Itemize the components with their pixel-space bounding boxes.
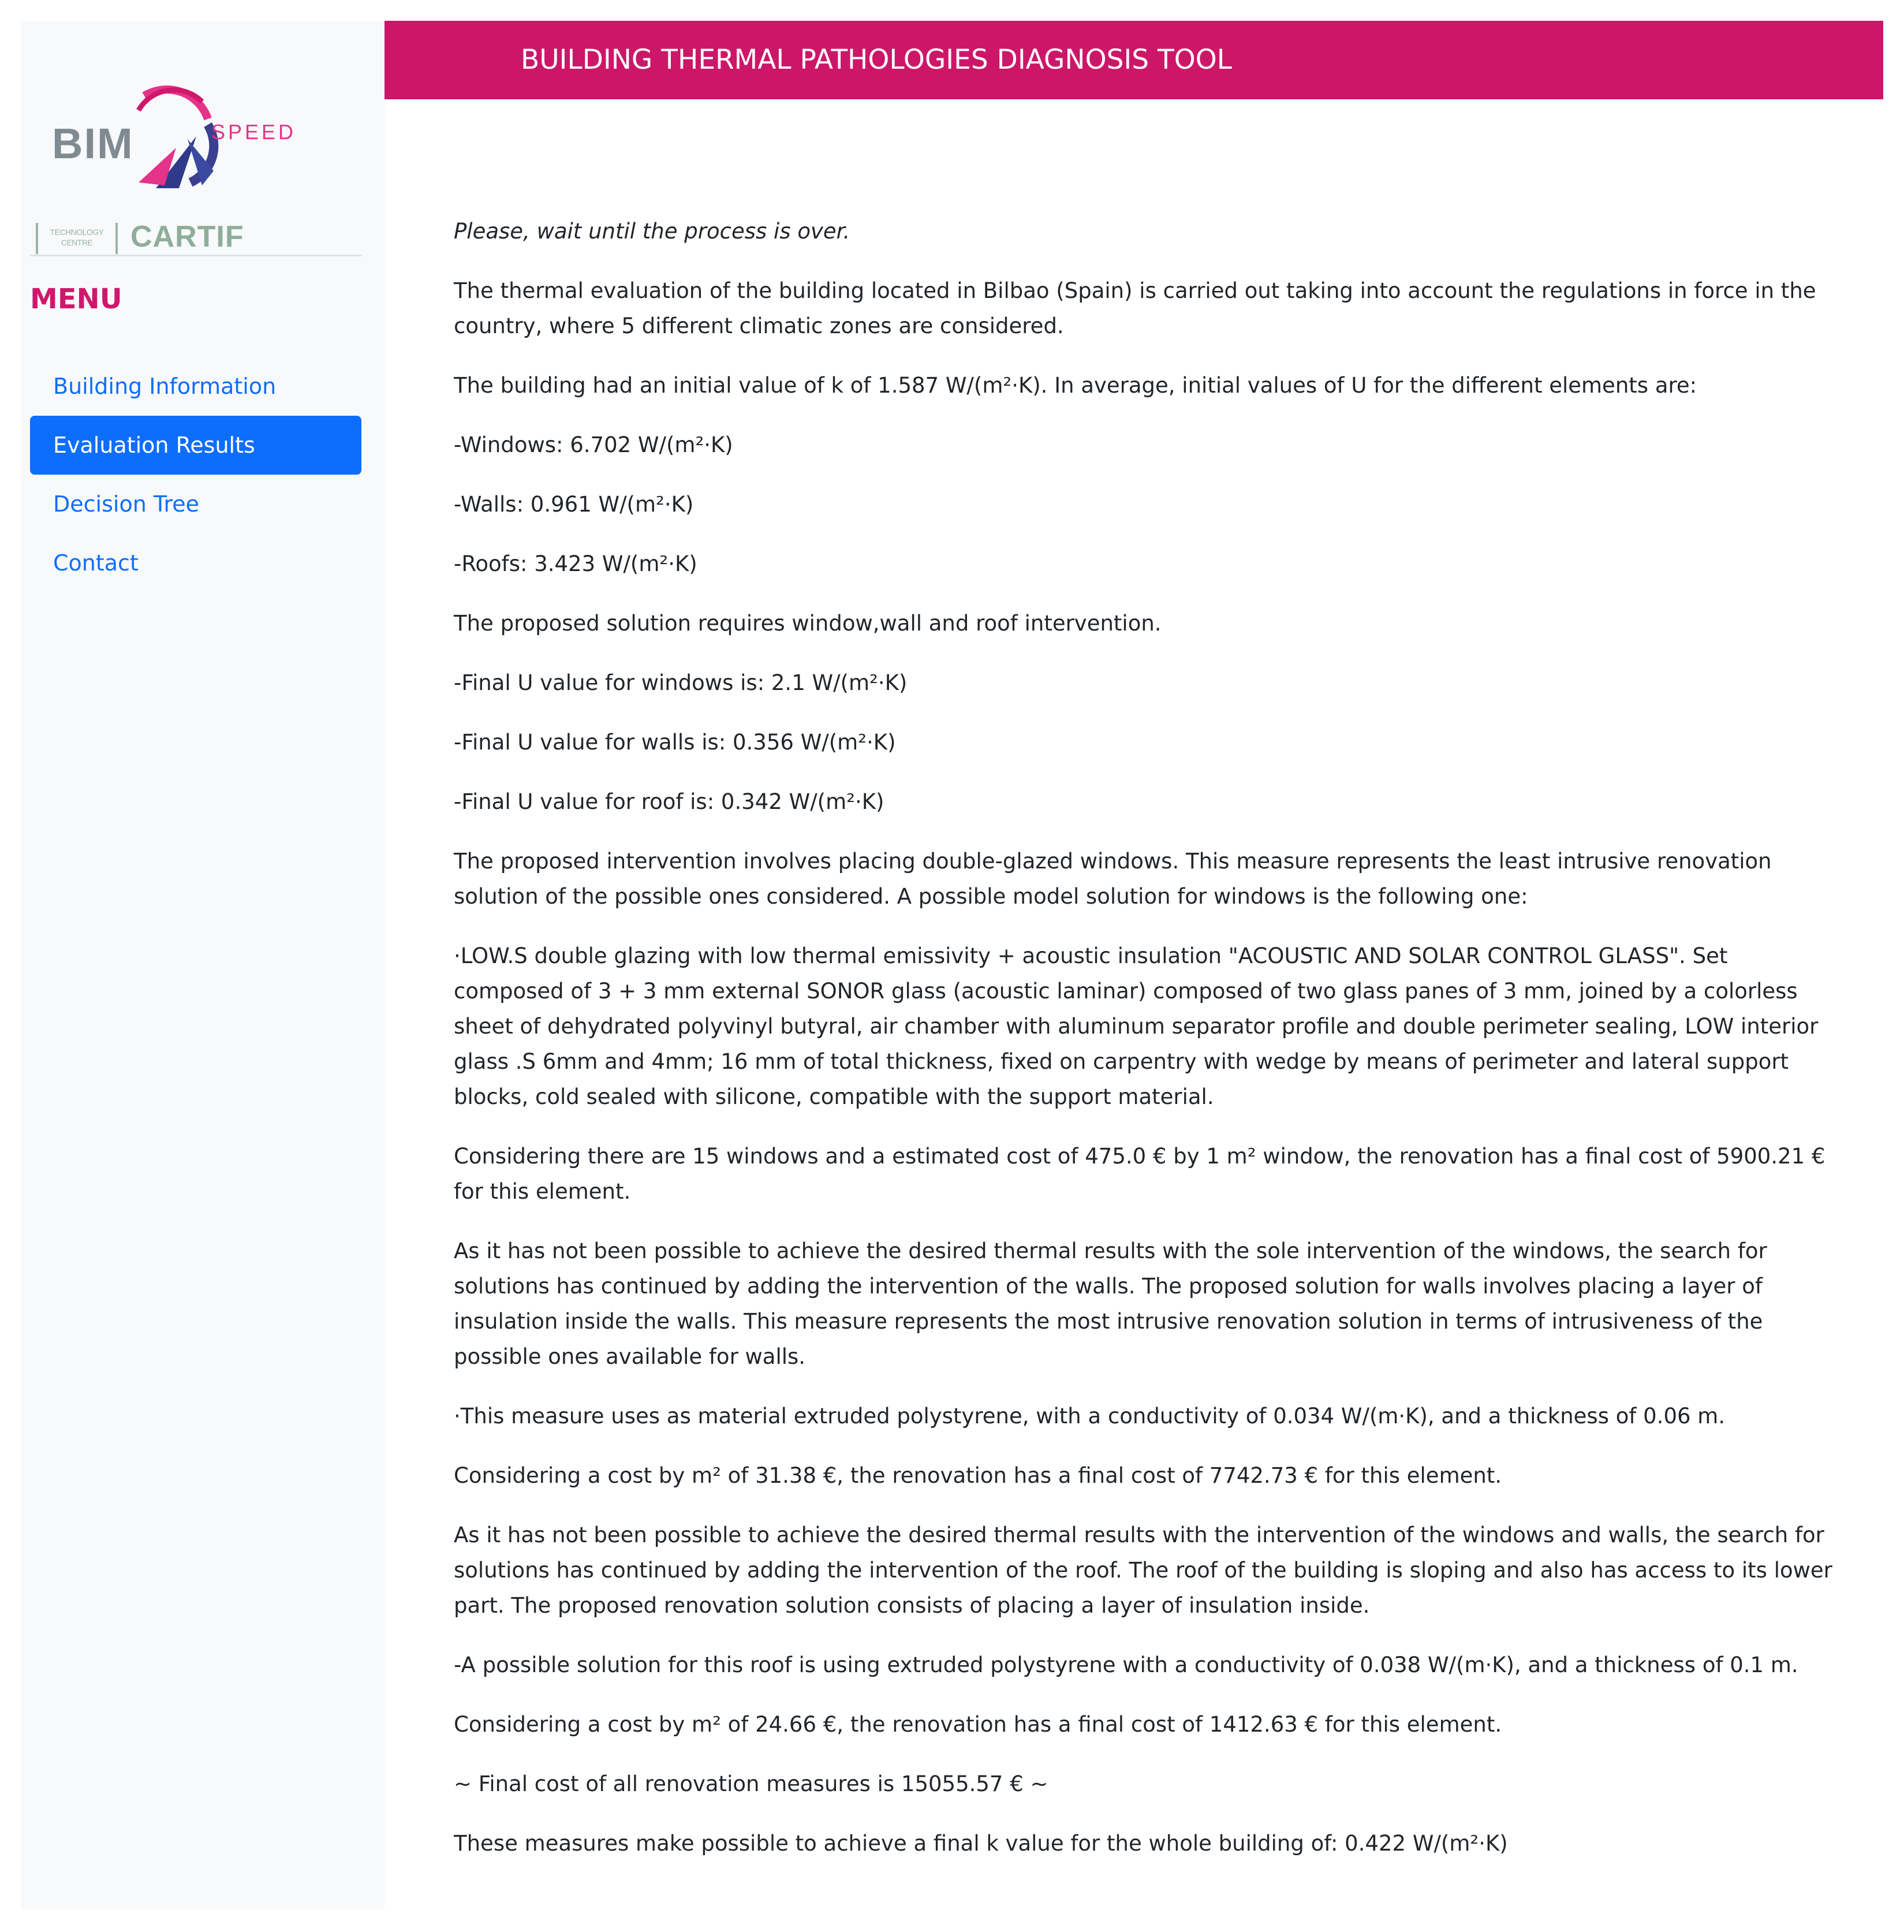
final-cost: ~ Final cost of all renovation measures is 15055.57 € ~ <box>454 1771 1048 1796</box>
speed-logo-text: SPEED <box>211 120 297 144</box>
result-paragraph: -Final U value for windows is: 2.1 W/(m²·K) <box>454 670 908 695</box>
cartif-tag <box>36 223 118 254</box>
result-paragraph: Considering a cost by m² of 24.66 €, the renovation has a final cost of 1412.63 € for this element. <box>454 1712 1502 1737</box>
result-paragraph: As it has not been possible to achieve the desired thermal results with the sole intervention of the windows, the search for solutions has continued by adding the intervention of the walls. The proposed solution for walls involves placing a layer of insulation inside the walls. This measure represents the most intrusive renovation solution in terms of intrusiveness of the possible ones available for walls. <box>454 1239 1767 1369</box>
result-paragraph: -Walls: 0.961 W/(m²·K) <box>454 492 694 517</box>
final-k-value: These measures make possible to achieve a final k value for the whole building of: 0.422 W/(m²·K) <box>454 1831 1508 1856</box>
result-paragraph: As it has not been possible to achieve the desired thermal results with the intervention of the windows and walls, the search for solutions has continued by adding the intervention of the roof. The roof of the building is sloping and also has access to its lower part. The proposed renovation solution consists of placing a layer of insulation inside. <box>454 1523 1832 1618</box>
menu-heading: MENU <box>30 283 122 315</box>
logo-area <box>29 55 364 263</box>
result-paragraph: -Windows: 6.702 W/(m²·K) <box>454 432 733 457</box>
page-title: BUILDING THERMAL PATHOLOGIES DIAGNOSIS TOOL <box>521 44 1232 76</box>
cartif-tag-line2: CENTRE <box>61 238 93 247</box>
menu-list <box>30 357 361 592</box>
menu-item-evaluation-results[interactable]: Evaluation Results <box>30 416 361 475</box>
result-paragraph: ·This measure uses as material extruded polystyrene, with a conductivity of 0.034 W/(m·K), and a thickness of 0.06 m. <box>454 1404 1726 1429</box>
result-paragraph: The building had an initial value of k of 1.587 W/(m²·K). In average, initial values of U for the different elements are: <box>454 373 1697 398</box>
menu-item-contact[interactable]: Contact <box>53 550 139 576</box>
result-paragraph: The proposed intervention involves placing double-glazed windows. This measure represents the least intrusive renovation solution of the possible ones considered. A possible model solution for windows is the following one: <box>454 849 1772 909</box>
menu-item-building-information[interactable]: Building Information <box>53 374 277 399</box>
result-paragraph: -A possible solution for this roof is using extruded polystyrene with a conductivity of 0.038 W/(m·K), and a thickness of 0.1 m. <box>454 1653 1798 1677</box>
status-message: Please, wait until the process is over. <box>454 219 850 244</box>
page-header <box>384 21 1883 99</box>
sidebar <box>21 21 384 1909</box>
result-paragraph: ·LOW.S double glazing with low thermal emissivity + acoustic insulation "ACOUSTIC AND SOLAR CONTROL GLASS". Set composed of 3 + 3 mm external SONOR glass (acoustic laminar) composed of two glass panes of 3 mm, joined by a colorless sheet of dehydrated polyvinyl butyral, air chamber with aluminum separator profile and double perimeter sealing, LOW interior glass .S 6mm and 4mm; 16 mm of total thickness, fixed on carpentry with wedge by means of perimeter and lateral support blocks, cold sealed with silicone, compatible with the support material. <box>454 943 1819 1109</box>
result-paragraph: -Final U value for roof is: 0.342 W/(m²·K) <box>454 789 884 814</box>
result-paragraph: The proposed solution requires window,wall and roof intervention. <box>454 611 1162 636</box>
result-paragraph: -Roofs: 3.423 W/(m²·K) <box>454 551 697 576</box>
result-paragraph: The thermal evaluation of the building located in Bilbao (Spain) is carried out taking into account the regulations in force in the country, where 5 different climatic zones are considered. <box>454 278 1816 338</box>
cartif-logo-text: CARTIF <box>130 220 244 253</box>
cartif-tag-line1: TECHNOLOGY <box>50 227 104 237</box>
bim-logo-text: BIM <box>52 120 134 167</box>
result-paragraph: Considering there are 15 windows and a estimated cost of 475.0 € by 1 m² window, the renovation has a final cost of 5900.21 € for this element. <box>454 1144 1825 1204</box>
bim-speed-logo-icon <box>121 79 225 194</box>
result-paragraph: -Final U value for walls is: 0.356 W/(m²·K) <box>454 730 896 755</box>
evaluation-results-content <box>454 214 1839 1885</box>
sidebar-divider <box>30 255 361 256</box>
menu-item-decision-tree[interactable]: Decision Tree <box>53 491 200 517</box>
result-paragraph: Considering a cost by m² of 31.38 €, the renovation has a final cost of 7742.73 € for this element. <box>454 1463 1502 1488</box>
